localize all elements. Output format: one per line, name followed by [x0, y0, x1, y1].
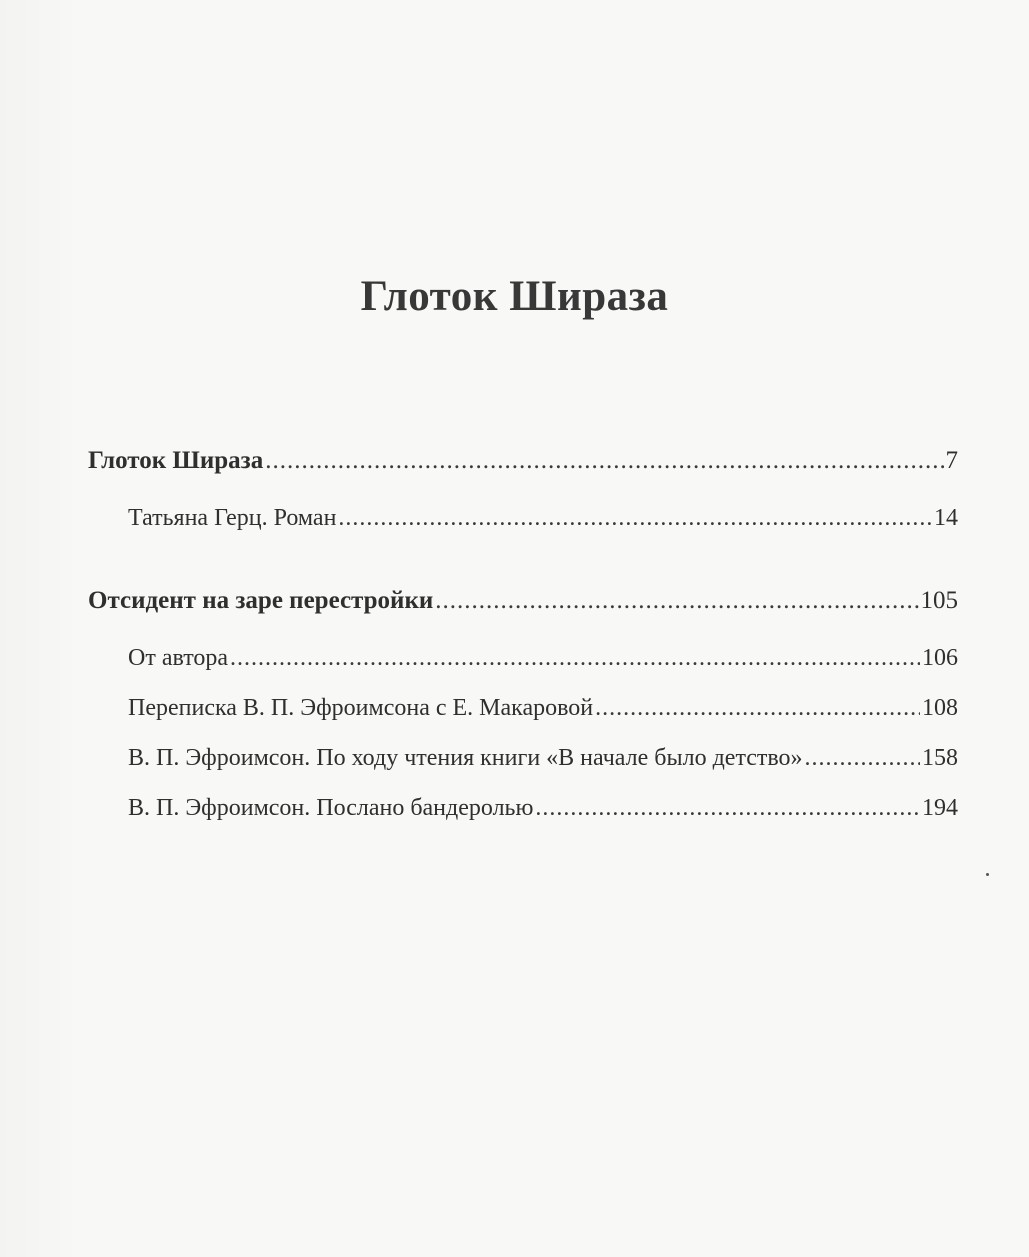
dot-leader	[535, 793, 920, 823]
toc-entry-2-4-title: В. П. Эфроимсон. Послано бандеролью	[128, 795, 534, 821]
dot-leader	[805, 743, 920, 773]
toc-entry-2-4[interactable]	[128, 793, 958, 823]
toc-entry-2-3[interactable]	[128, 743, 958, 773]
toc-entry-2-2-title: Переписка В. П. Эфроимсона с Е. Макаровой	[128, 695, 594, 721]
toc-entry-2-3-title: В. П. Эфроимсон. По ходу чтения книги «В начале было детство»	[128, 745, 803, 771]
paper-speck	[986, 873, 989, 876]
toc-part-2-page: 105	[920, 587, 958, 614]
dot-leader	[435, 586, 918, 616]
toc-part-2-title: Отсидент на заре перестройки	[88, 587, 434, 614]
toc-entry-2-3-page: 158	[922, 745, 958, 771]
toc-entry-1-1[interactable]	[128, 503, 958, 533]
dot-leader	[338, 503, 932, 533]
page-title: Глоток Шираза	[360, 273, 669, 320]
toc-entry-1-1-page: 14	[934, 505, 958, 531]
toc-part-1-page: 7	[945, 447, 958, 474]
toc-entry-2-1-title: От автора	[128, 645, 229, 671]
dot-leader	[230, 643, 920, 673]
toc-entry-2-1-page: 106	[922, 645, 958, 671]
toc-part-2[interactable]	[88, 586, 958, 616]
toc-entry-2-2[interactable]	[128, 693, 958, 723]
toc-entry-2-1[interactable]	[128, 643, 958, 673]
toc-entry-2-4-page: 194	[922, 795, 958, 821]
toc-entry-2-2-page: 108	[922, 695, 958, 721]
toc-part-1[interactable]	[88, 446, 958, 476]
toc-part-1-title: Глоток Шираза	[88, 447, 264, 474]
dot-leader	[265, 446, 943, 476]
dot-leader	[595, 693, 920, 723]
toc-entry-1-1-title: Татьяна Герц. Роман	[128, 505, 337, 531]
